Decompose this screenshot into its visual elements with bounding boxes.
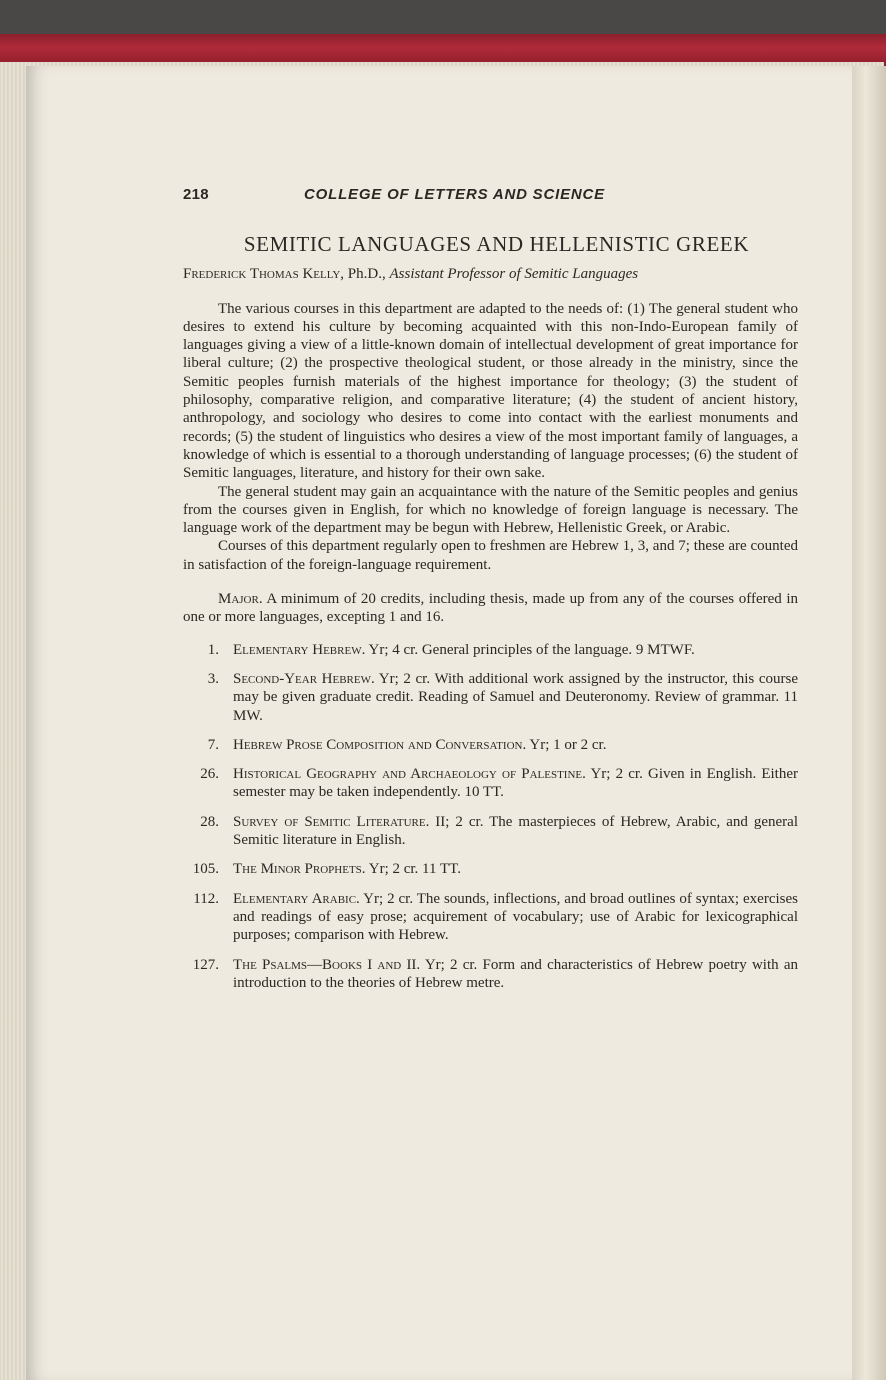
intro-paragraph: Courses of this department regularly open to freshmen are Hebrew 1, 3, and 7; these are counted in satisfaction of the foreign-language requirement. <box>183 538 798 573</box>
book-cover-top <box>0 0 886 36</box>
faculty-line <box>183 265 798 283</box>
running-title: COLLEGE OF LETTERS AND SCIENCE <box>304 186 605 203</box>
course-entry <box>183 956 798 993</box>
course-entry <box>183 736 798 754</box>
course-number: 105. <box>192 861 219 878</box>
course-list <box>183 641 798 992</box>
major-requirement <box>183 590 798 627</box>
course-title: The Psalms—Books I and II. <box>233 956 421 973</box>
course-description: Yr; 4 cr. General principles of the language. 9 MTWF. <box>365 641 695 658</box>
course-number: 127. <box>192 956 219 973</box>
course-title: The Minor Prophets. <box>233 861 366 878</box>
major-label: Major. <box>218 591 263 608</box>
course-entry <box>183 641 798 659</box>
course-description: Yr; 2 cr. Form and characteristics of Hebrew poetry with an introduction to the theories of Hebrew metre. <box>233 956 798 991</box>
course-entry <box>183 813 798 850</box>
page-number: 218 <box>183 186 209 203</box>
course-description: Yr; 2 cr. Given in English. Either semester may be taken independently. 10 TT. <box>233 766 798 801</box>
course-number: 26. <box>200 766 219 783</box>
course-number: 1. <box>207 641 219 658</box>
page-content <box>183 186 798 1003</box>
intro-paragraph: The general student may gain an acquaintance with the nature of the Semitic peoples and genius from the courses given in English, for which no knowledge of foreign language is necessary. The language work of the department may be begun with Hebrew, Hellenistic Greek, or Arabic. <box>183 483 798 537</box>
faculty-degree: , Ph.D., <box>340 266 390 283</box>
course-number: 7. <box>207 736 219 753</box>
course-title: Second-Year Hebrew. <box>233 670 375 687</box>
running-header <box>183 186 798 210</box>
major-text: A minimum of 20 credits, including thesis, made up from any of the courses offered in one or more languages, excepting 1 and 16. <box>183 591 798 626</box>
course-title: Elementary Arabic. <box>233 890 360 907</box>
course-title: Hebrew Prose Composition and Conversation. <box>233 736 527 753</box>
faculty-role: Assistant Professor of Semitic Languages <box>389 266 639 283</box>
course-number: 28. <box>200 813 219 830</box>
faculty-name: Frederick Thomas Kelly <box>183 266 341 283</box>
course-entry <box>183 860 798 878</box>
course-description: Yr; 2 cr. With additional work assigned by the instructor, this course may be given graduate credit. Reading of Samuel and Deuteronomy. Review of grammar. 11 MW. <box>233 670 798 724</box>
course-description: Yr; 2 cr. 11 TT. <box>365 861 461 878</box>
course-entry <box>183 890 798 945</box>
course-entry <box>183 670 798 725</box>
course-entry <box>183 765 798 802</box>
page-right-edge <box>852 66 886 1380</box>
intro-section <box>183 300 798 574</box>
course-description: Yr; 1 or 2 cr. <box>526 736 607 753</box>
course-title: Elementary Hebrew. <box>233 641 366 658</box>
course-number: 3. <box>207 670 219 687</box>
course-title: Historical Geography and Archaeology of Palestine. <box>233 766 586 783</box>
course-number: 112. <box>193 890 219 907</box>
intro-paragraph: The various courses in this department are adapted to the needs of: (1) The general student who desires to extend his culture by becoming acquainted with this non-Indo-European family of languages giving a view of a little-known domain of intellectual development of great importance for liberal culture; (2) the prospective theological student, or those already in the ministry, since the Semitic peoples furnish materials of the highest importance for theology; (3) the student of philosophy, comparative religion, and comparative literature; (4) the student of ancient history, anthropology, and sociology who desires to come into contact with the earliest monuments and records; (5) the student of linguistics who desires a view of the most important family of languages, a knowledge of which is essential to a thorough understanding of language processes; (6) the student of Semitic languages, literature, and history for their own sake. <box>183 300 798 482</box>
course-title: Survey of Semitic Literature. <box>233 813 430 830</box>
course-description: II; 2 cr. The masterpieces of Hebrew, Arabic, and general Semitic literature in English. <box>233 813 798 849</box>
department-title: SEMITIC LANGUAGES AND HELLENISTIC GREEK <box>243 232 750 256</box>
course-description: Yr; 2 cr. The sounds, inflections, and broad outlines of syntax; exercises and readings of easy prose; acquirement of vocabulary; use of Arabic for lexicographical purposes; comparison with Hebrew. <box>233 890 798 944</box>
